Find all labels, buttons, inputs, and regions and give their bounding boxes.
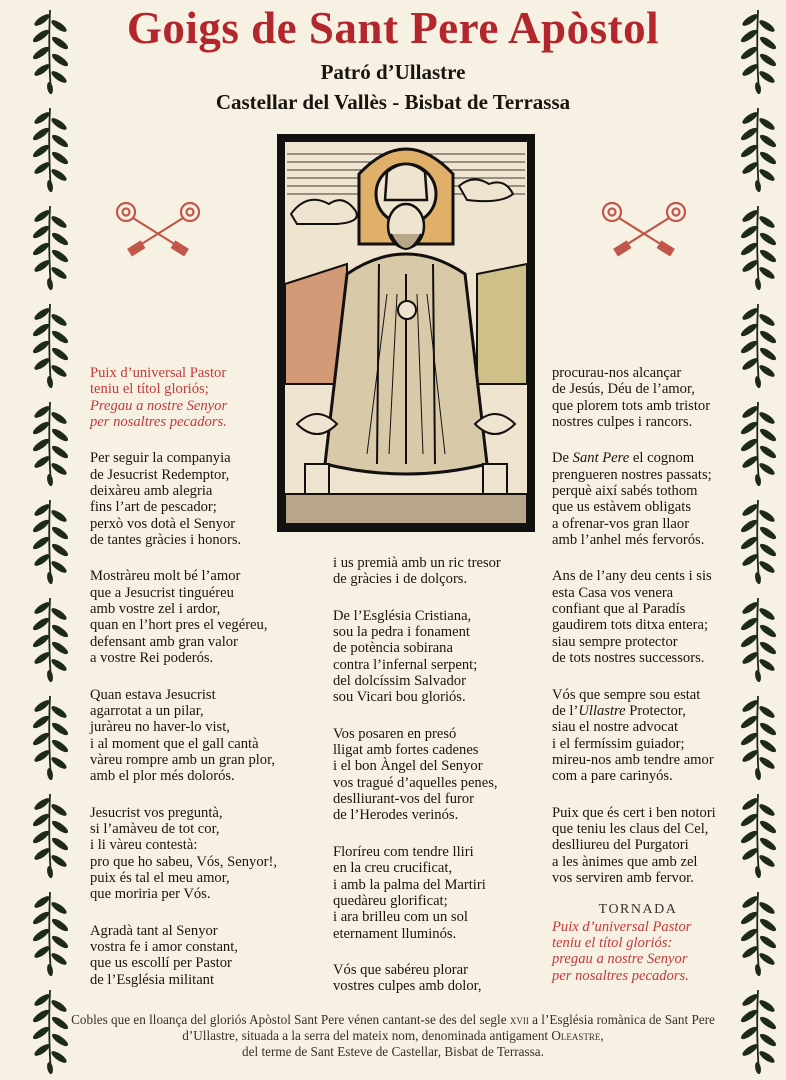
verse-line: de tantes gràcies i honors. bbox=[90, 532, 242, 549]
verse-line: de l’Ullastre Protector, bbox=[552, 702, 686, 719]
verse-line: i amb la palma del Martiri bbox=[333, 876, 486, 893]
olive-branch-icon bbox=[736, 790, 780, 880]
verse-line: contra l’infernal serpent; bbox=[333, 656, 478, 673]
olive-branch-icon bbox=[736, 986, 780, 1076]
verse-line: a ofrenar-vos gran llaor bbox=[552, 515, 690, 532]
olive-branch-icon bbox=[28, 398, 72, 488]
olive-branch-icon bbox=[28, 888, 72, 978]
tornada-heading: TORNADA bbox=[598, 902, 678, 918]
stanza bbox=[333, 962, 543, 995]
tornada-line: pregau a nostre Senyor bbox=[552, 951, 688, 968]
olive-branch-icon bbox=[736, 300, 780, 390]
verse-line: eternament lluminós. bbox=[333, 925, 457, 942]
stanza bbox=[90, 805, 320, 903]
verse-line: amb el plor més dolorós. bbox=[90, 768, 235, 785]
olive-branch-icon bbox=[28, 496, 72, 586]
olive-branch-icon bbox=[28, 594, 72, 684]
verse-line: Floríreu com tendre lliri bbox=[333, 843, 474, 860]
verse-line: sou la pedra i fonament bbox=[333, 624, 470, 641]
olive-branch-icon bbox=[736, 594, 780, 684]
olive-branch-icon bbox=[736, 496, 780, 586]
verse-line: que a Jesucrist tinguéreu bbox=[90, 584, 234, 601]
verse-line: de gràcies i de dolçors. bbox=[333, 571, 468, 588]
olive-branch-icon bbox=[736, 202, 780, 292]
refrain-line: Pregau a nostre Senyor bbox=[90, 397, 228, 414]
stanza bbox=[90, 450, 320, 548]
patron-subtitle: Patró d’Ullastre bbox=[320, 60, 466, 84]
tornada-line: per nosaltres pecadors. bbox=[552, 967, 689, 984]
verse-line: en la creu crucificat, bbox=[333, 860, 453, 877]
verse-line: Vos posaren en presó bbox=[333, 725, 457, 742]
verse-line: que us estàvem obligats bbox=[552, 499, 692, 516]
refrain-line: teniu el títol gloriós; bbox=[90, 381, 209, 398]
verse-line: quan en l’hort pres el vegéreu, bbox=[90, 617, 268, 634]
verse-line: deslliureu del Purgatori bbox=[552, 837, 689, 854]
verse-line: i el bon Àngel del Senyor bbox=[333, 758, 483, 775]
stanza bbox=[333, 608, 543, 706]
stanza bbox=[333, 726, 543, 824]
verse-line: Mostràreu molt bé l’amor bbox=[90, 568, 241, 585]
verse-line: mireu-nos amb tendre amor bbox=[552, 751, 714, 768]
verse-line: Puix que és cert i ben notori bbox=[552, 804, 716, 821]
verse-line: prengueren nostres passats; bbox=[552, 466, 712, 483]
verse-line: deslliurant-vos del furor bbox=[333, 791, 475, 808]
verse-line: Jesucrist vos preguntà, bbox=[90, 804, 223, 821]
stanza bbox=[552, 365, 742, 430]
olive-branch-icon bbox=[28, 104, 72, 194]
verse-line: i ara brilleu com un sol bbox=[333, 909, 468, 926]
stanza bbox=[552, 805, 742, 887]
verse-line: gaudirem tots ditxa entera; bbox=[552, 617, 709, 634]
verse-line: puix és tal el meu amor, bbox=[90, 869, 230, 886]
verse-line: sou Vicari bou gloriós. bbox=[333, 689, 466, 706]
verse-line: deixàreu amb alegria bbox=[90, 483, 213, 500]
verse-line: Agradà tant al Senyor bbox=[90, 922, 218, 939]
verse-line: de potència sobirana bbox=[333, 640, 453, 657]
verse-line: vàreu rompre amb un gran plor, bbox=[90, 751, 276, 768]
stanza bbox=[552, 450, 742, 548]
verse-line: amb vostre zel i ardor, bbox=[90, 601, 221, 618]
verse-line: vos tragué d’aquelles penes, bbox=[333, 774, 498, 791]
verse-line: i li vàreu contestà: bbox=[90, 837, 198, 854]
verse-line: que plorem tots amb tristor bbox=[552, 397, 711, 414]
stanza bbox=[552, 687, 742, 785]
verse-line: que moriria per Vós. bbox=[90, 886, 211, 903]
verse-line: Vós que sempre sou estat bbox=[552, 686, 701, 703]
verse-line: confiant que al Paradís bbox=[552, 601, 686, 618]
verse-line: a les ànimes que amb zel bbox=[552, 853, 698, 870]
verse-line: lligat amb fortes cadenes bbox=[333, 742, 479, 759]
verse-line: si l’amàveu de tot cor, bbox=[90, 820, 220, 837]
verse-line: i al moment que el gall cantà bbox=[90, 735, 259, 752]
verse-line: com a pare carinyós. bbox=[552, 768, 673, 785]
tornada-line: teniu el títol gloriós: bbox=[552, 934, 673, 951]
footer-note: Cobles que en lloança del gloriós Apòstol Sant Pere vénen cantant-se des del segle xvii a l’Església romànica de Sant Pere d’Ullastre, situada a la serra del mateix nom, denominada antigament Oleastre, del terme de Sant Esteve de Castellar, Bisbat de Terrassa. bbox=[71, 1012, 715, 1059]
olive-branch-icon bbox=[736, 104, 780, 194]
verse-line: de Jesucrist Redemptor, bbox=[90, 466, 230, 483]
crossed-keys-icon bbox=[598, 198, 690, 260]
verse-line: esta Casa vos venera bbox=[552, 584, 674, 601]
verse-line: amb l’anhel més fervorós. bbox=[552, 532, 705, 549]
olive-branch-icon bbox=[28, 300, 72, 390]
stanza bbox=[90, 568, 320, 666]
verse-line: juràreu no haver-lo vist, bbox=[90, 719, 230, 736]
olive-branch-icon bbox=[736, 888, 780, 978]
stanza bbox=[333, 555, 543, 588]
verse-line: i us premià amb un ric tresor bbox=[333, 555, 501, 571]
verse-line: vos serviren amb fervor. bbox=[552, 869, 694, 886]
verse-line: procurau-nos alcançar bbox=[552, 365, 682, 381]
olive-branch-icon bbox=[28, 692, 72, 782]
verse-column-left bbox=[90, 365, 320, 1008]
verse-line: perxò vos dotà el Senyor bbox=[90, 515, 236, 532]
refrain-line: per nosaltres pecadors. bbox=[90, 414, 227, 431]
verse-line: Per seguir la companyia bbox=[90, 450, 231, 467]
verse-line: De Sant Pere el cognom bbox=[552, 450, 695, 467]
verse-line: Ans de l’any deu cents i sis bbox=[552, 568, 712, 585]
verse-line: fins l’art de pescador; bbox=[90, 499, 217, 516]
page-title: Goigs de Sant Pere Apòstol bbox=[126, 3, 660, 53]
olive-branch-icon bbox=[28, 202, 72, 292]
verse-line: de Jesús, Déu de l’amor, bbox=[552, 381, 695, 398]
verse-line: vostres culpes amb dolor, bbox=[333, 978, 482, 995]
verse-line: que teniu les claus del Cel, bbox=[552, 820, 709, 837]
verse-line: Vós que sabéreu plorar bbox=[333, 961, 468, 978]
refrain bbox=[90, 365, 320, 430]
verse-line: quedàreu glorificat; bbox=[333, 892, 448, 909]
verse-line: De l’Església Cristiana, bbox=[333, 607, 472, 624]
refrain-line: Puix d’universal Pastor bbox=[90, 365, 227, 381]
verse-line: siau sempre protector bbox=[552, 633, 678, 650]
left-border bbox=[28, 0, 72, 1080]
verse-column-middle bbox=[333, 555, 543, 1015]
footer-line: del terme de Sant Esteve de Castellar, Bisbat de Terrassa. bbox=[242, 1044, 544, 1059]
verse-line: i el fermíssim guiador; bbox=[552, 735, 685, 752]
tornada bbox=[552, 902, 742, 984]
verse-line: de l’Església militant bbox=[90, 971, 215, 988]
verse-line: nostres culpes i rancors. bbox=[552, 414, 693, 431]
verse-line: perquè així sabés tothom bbox=[552, 483, 698, 500]
location-subtitle: Castellar del Vallès - Bisbat de Terrassa bbox=[215, 90, 571, 114]
olive-branch-icon bbox=[736, 398, 780, 488]
verse-line: agarrotat a un pilar, bbox=[90, 702, 204, 719]
verse-line: a vostre Rei poderós. bbox=[90, 650, 214, 667]
verse-line: que us escollí per Pastor bbox=[90, 955, 232, 972]
verse-column-right bbox=[552, 365, 742, 1004]
stanza bbox=[552, 568, 742, 666]
verse-line: Quan estava Jesucrist bbox=[90, 686, 216, 703]
right-border bbox=[736, 0, 780, 1080]
stanza bbox=[333, 844, 543, 942]
tornada-line: Puix d’universal Pastor bbox=[552, 918, 692, 935]
verse-line: pro que ho sabeu, Vós, Senyor!, bbox=[90, 853, 277, 870]
verse-line: vostra fe i amor constant, bbox=[90, 938, 238, 955]
olive-branch-icon bbox=[736, 692, 780, 782]
olive-branch-icon bbox=[28, 790, 72, 880]
stanza bbox=[90, 923, 320, 988]
verse-line: siau el nostre advocat bbox=[552, 719, 679, 736]
verse-line: defensant amb gran valor bbox=[90, 633, 238, 650]
crossed-keys-icon bbox=[112, 198, 204, 260]
verse-line: de tots nostres successors. bbox=[552, 650, 705, 667]
verse-line: de l’Herodes verinós. bbox=[333, 807, 459, 824]
verse-line: del dolcíssim Salvador bbox=[333, 673, 466, 690]
stanza bbox=[90, 687, 320, 785]
